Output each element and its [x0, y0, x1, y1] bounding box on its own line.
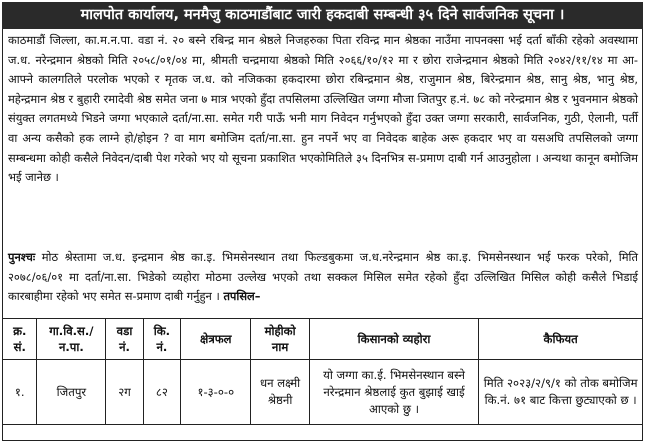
table-row	[3, 360, 643, 425]
details-table	[2, 318, 643, 425]
col-header-remarks: कैफियत	[479, 319, 643, 360]
col-header-tenant: मोहीको नाम	[251, 319, 309, 360]
cell-vdc: जितपुर	[37, 360, 106, 425]
cell-ward: २ग	[106, 360, 143, 425]
tapasil-label: तपसिल–	[223, 289, 261, 304]
col-header-plot: कि. नं.	[143, 319, 180, 360]
cell-farmer-statement: यो जग्गा का.ई. भिमसेनस्थान बस्ने नरेन्द्रमान श्रेष्ठलाई कुत बुझाई खाई आएको छु ।	[309, 360, 479, 425]
table-header-row	[3, 319, 643, 360]
notice-body: काठमाडौं जिल्ला, का.म.न.पा. वडा नं. २० बस्ने रबिन्द्र मान श्रेष्ठले निजहरुका पिता रविन्द्र मान श्रेष्ठका नाउँमा नापनक्सा भई दर्ता बाँकी रहेको अवस्थामा ज.ध. नरेन्द्रमान श्रेष्ठको मिति २०५८/०१/०४ मा, श्रीमती चन्द्रमाया श्रेष्ठको मिति २०६६/१०/१२ मा र छोरा राजेन्द्रमान श्रेष्ठको मिति २०४२/११/१४ मा आ-आफ्ने कालगतिले परलोक भएको र मृतक ज.ध. को नजिकका हकदारमा छोरा रबिन्द्रमान श्रेष्ठ, राजुमान श्रेष्ठ, बिरेन्द्रमान श्रेष्ठ, सानु श्रेष्ठ, भानु श्रेष्ठ, महेन्द्रमान श्रेष्ठ र बुहारी रमादेवी श्रेष्ठ समेत जना ७ मात्र भएको हुँदा तपसिलमा उल्लिखित जग्गा मौजा जितपुर ह.नं. ७८ को नरेन्द्रमान श्रेष्ठ र भुवनमान श्रेष्ठको संयुक्त लगतमध्ये भिडने जग्गा भएकाले दर्ता/ना.सा. समेत गरी पाऊँ भनी माग निवेदन गर्नुभएको हुँदा उक्त जग्गा सरकारी, सार्वजनिक, गुठी, ऐलानी, पर्ती वा अन्य कसैको हक लाग्ने हो/होइन ? वा माग बमोजिम दर्ता/ना.सा. हुन नपर्ने भए वा निवेदक बाहेक अरू हकदार भए वा यसअघि तपसिलको जग्गा सम्बन्धमा कोही कसैले निवेदन/दाबी पेश गरेको भए यो सूचना प्रकाशित भएकोमितिले ३५ दिनभित्र स-प्रमाण दाबी गर्न आउनुहोला । अन्यथा कानून बमोजिम भई जानेछ ।	[8, 33, 638, 185]
col-header-farmer-statement: किसानको व्यहोरा	[309, 319, 479, 360]
postscript-paragraph	[8, 248, 638, 307]
cell-plot: ८२	[143, 360, 180, 425]
postscript-label: पुनश्चः	[8, 250, 36, 264]
cell-remarks: मिति २०२३/२/९/१ को तोक बमोजिम कि.नं. ७१ बाट कित्ता छुट्याएको छ ।	[479, 360, 643, 425]
col-header-serial: क्र. सं.	[3, 319, 37, 360]
cell-area: १-३-०-०	[181, 360, 251, 425]
col-header-area: क्षेत्रफल	[181, 319, 251, 360]
cell-tenant: धन लक्ष्मी श्रेष्ठनी	[251, 360, 309, 425]
col-header-vdc: गा.वि.स./ न.पा.	[37, 319, 106, 360]
col-header-ward: वडा नं.	[106, 319, 143, 360]
notice-title: मालपोत कार्यालय, मनमैजु काठमाडौंबाट जारी हकदाबी सम्बन्धी ३५ दिने सार्वजनिक सूचना ।	[2, 2, 643, 29]
cell-serial: १.	[3, 360, 37, 425]
postscript-text: मोठ श्रेस्तामा ज.ध. इन्द्रमान श्रेष्ठ का.इ. भिमसेनस्थान तथा फिल्डबुकमा ज.ध.नरेन्द्रमान श्रेष्ठ का.इ. भिमसेनस्थान भई फरक परेको, मिति २०७८/०६/०१ मा दर्ता/ना.सा. भिडेको व्यहोरा मोठमा उल्लेख भएको तथा सक्कल मिसिल समेत रहेको हुँदा उल्लिखित मिसिल कोही कसैले भिडाई कारबाहीमा रहेको भए समेत स-प्रमाण दाबी गर्नुहुन ।	[8, 250, 638, 304]
